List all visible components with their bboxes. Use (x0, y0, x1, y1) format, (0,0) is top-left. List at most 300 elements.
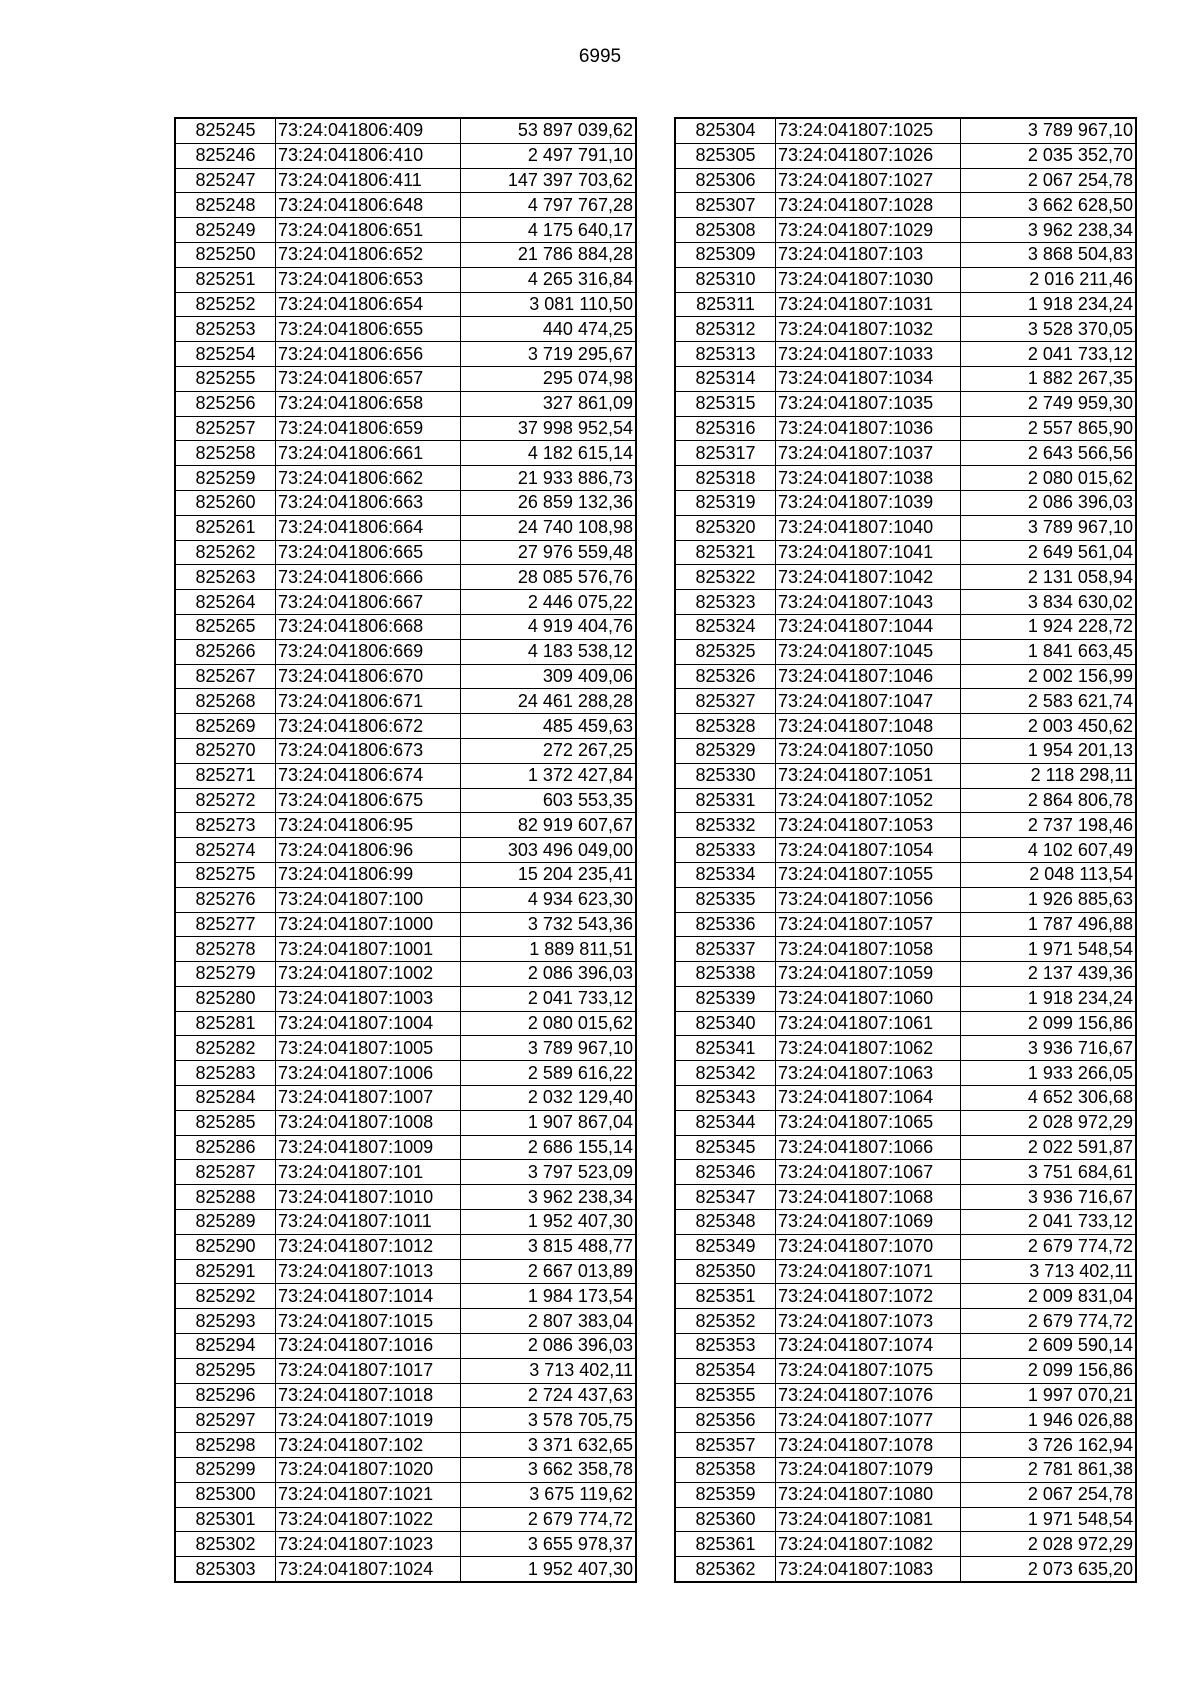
table-row (675, 1334, 1136, 1359)
table-row (175, 1086, 636, 1111)
cadastral-number-cell: 73:24:041807:1029 (776, 218, 961, 243)
table-row (675, 1086, 1136, 1111)
cadastral-value-cell: 4 919 404,76 (461, 614, 637, 639)
table-row (175, 118, 636, 143)
cadastral-value-cell: 24 740 108,98 (461, 515, 637, 540)
row-number-cell: 825278 (175, 937, 276, 962)
table-row (675, 1185, 1136, 1210)
row-number-cell: 825331 (675, 788, 776, 813)
table-row (175, 441, 636, 466)
row-number-cell: 825301 (175, 1507, 276, 1532)
cadastral-value-cell: 2 080 015,62 (461, 1011, 637, 1036)
row-number-cell: 825328 (675, 714, 776, 739)
cadastral-value-cell: 53 897 039,62 (461, 118, 637, 143)
row-number-cell: 825273 (175, 813, 276, 838)
row-number-cell: 825263 (175, 565, 276, 590)
cadastral-number-cell: 73:24:041807:1039 (776, 490, 961, 515)
cadastral-value-cell: 2 686 155,14 (461, 1135, 637, 1160)
cadastral-number-cell: 73:24:041807:1051 (776, 763, 961, 788)
cadastral-number-cell: 73:24:041806:663 (276, 490, 461, 515)
cadastral-number-cell: 73:24:041806:670 (276, 664, 461, 689)
cadastral-number-cell: 73:24:041807:1014 (276, 1284, 461, 1309)
table-row (175, 1210, 636, 1235)
cadastral-number-cell: 73:24:041807:1069 (776, 1210, 961, 1235)
row-number-cell: 825329 (675, 738, 776, 763)
page-number: 6995 (578, 46, 622, 67)
cadastral-value-cell: 27 976 559,48 (461, 540, 637, 565)
cadastral-value-cell: 3 797 523,09 (461, 1160, 637, 1185)
cadastral-number-cell: 73:24:041807:1059 (776, 962, 961, 987)
cadastral-number-cell: 73:24:041806:662 (276, 466, 461, 491)
table-row (675, 1557, 1136, 1582)
cadastral-value-cell: 2 086 396,03 (461, 962, 637, 987)
row-number-cell: 825280 (175, 986, 276, 1011)
cadastral-value-cell: 3 713 402,11 (961, 1259, 1137, 1284)
table-row (175, 590, 636, 615)
row-number-cell: 825325 (675, 639, 776, 664)
cadastral-value-cell: 1 372 427,84 (461, 763, 637, 788)
table-row (675, 937, 1136, 962)
cadastral-value-cell: 2 003 450,62 (961, 714, 1137, 739)
row-number-cell: 825299 (175, 1458, 276, 1483)
table-row (175, 1036, 636, 1061)
cadastral-number-cell: 73:24:041807:1054 (776, 838, 961, 863)
table-row (175, 342, 636, 367)
row-number-cell: 825269 (175, 714, 276, 739)
row-number-cell: 825294 (175, 1334, 276, 1359)
cadastral-number-cell: 73:24:041807:1064 (776, 1086, 961, 1111)
table-row (175, 738, 636, 763)
row-number-cell: 825283 (175, 1061, 276, 1086)
row-number-cell: 825275 (175, 862, 276, 887)
cadastral-value-cell: 2 583 621,74 (961, 689, 1137, 714)
cadastral-value-cell: 1 952 407,30 (461, 1557, 637, 1582)
cadastral-value-cell: 2 048 113,54 (961, 862, 1137, 887)
table-row (175, 292, 636, 317)
row-number-cell: 825353 (675, 1334, 776, 1359)
cadastral-number-cell: 73:24:041807:1006 (276, 1061, 461, 1086)
row-number-cell: 825354 (675, 1358, 776, 1383)
cadastral-value-cell: 3 528 370,05 (961, 317, 1137, 342)
cadastral-number-cell: 73:24:041807:1061 (776, 1011, 961, 1036)
cadastral-value-cell: 2 041 733,12 (461, 986, 637, 1011)
row-number-cell: 825355 (675, 1383, 776, 1408)
cadastral-number-cell: 73:24:041806:656 (276, 342, 461, 367)
row-number-cell: 825272 (175, 788, 276, 813)
cadastral-number-cell: 73:24:041806:667 (276, 590, 461, 615)
row-number-cell: 825324 (675, 614, 776, 639)
row-number-cell: 825265 (175, 614, 276, 639)
cadastral-value-cell: 82 919 607,67 (461, 813, 637, 838)
cadastral-value-cell: 1 971 548,54 (961, 1507, 1137, 1532)
cadastral-value-cell: 2 032 129,40 (461, 1086, 637, 1111)
cadastral-value-cell: 3 726 162,94 (961, 1433, 1137, 1458)
table-row (175, 267, 636, 292)
table-row (675, 540, 1136, 565)
table-row (175, 242, 636, 267)
row-number-cell: 825277 (175, 912, 276, 937)
cadastral-number-cell: 73:24:041807:1074 (776, 1334, 961, 1359)
cadastral-value-cell: 3 662 628,50 (961, 193, 1137, 218)
row-number-cell: 825266 (175, 639, 276, 664)
cadastral-number-cell: 73:24:041806:674 (276, 763, 461, 788)
cadastral-number-cell: 73:24:041807:1047 (776, 689, 961, 714)
cadastral-value-cell: 2 016 211,46 (961, 267, 1137, 292)
row-number-cell: 825268 (175, 689, 276, 714)
table-row (675, 738, 1136, 763)
cadastral-number-cell: 73:24:041807:1079 (776, 1458, 961, 1483)
row-number-cell: 825319 (675, 490, 776, 515)
row-number-cell: 825276 (175, 887, 276, 912)
table-row (175, 639, 636, 664)
row-number-cell: 825330 (675, 763, 776, 788)
row-number-cell: 825252 (175, 292, 276, 317)
cadastral-number-cell: 73:24:041806:96 (276, 838, 461, 863)
cadastral-value-cell: 2 589 616,22 (461, 1061, 637, 1086)
cadastral-value-cell: 1 984 173,54 (461, 1284, 637, 1309)
table-row (175, 1482, 636, 1507)
table-row (675, 912, 1136, 937)
cadastral-value-cell: 2 864 806,78 (961, 788, 1137, 813)
cadastral-value-cell: 3 789 967,10 (961, 515, 1137, 540)
table-row (175, 1408, 636, 1433)
table-row (175, 912, 636, 937)
cadastral-number-cell: 73:24:041806:99 (276, 862, 461, 887)
cadastral-value-cell: 2 781 861,38 (961, 1458, 1137, 1483)
cadastral-number-cell: 73:24:041807:1052 (776, 788, 961, 813)
cadastral-value-cell: 1 889 811,51 (461, 937, 637, 962)
cadastral-value-cell: 2 649 561,04 (961, 540, 1137, 565)
row-number-cell: 825339 (675, 986, 776, 1011)
cadastral-number-cell: 73:24:041806:657 (276, 366, 461, 391)
table-row (175, 1383, 636, 1408)
table-row (675, 838, 1136, 863)
cadastral-number-cell: 73:24:041807:1077 (776, 1408, 961, 1433)
cadastral-number-cell: 73:24:041807:1060 (776, 986, 961, 1011)
row-number-cell: 825279 (175, 962, 276, 987)
cadastral-value-cell: 485 459,63 (461, 714, 637, 739)
row-number-cell: 825281 (175, 1011, 276, 1036)
cadastral-number-cell: 73:24:041806:652 (276, 242, 461, 267)
cadastral-value-cell: 21 786 884,28 (461, 242, 637, 267)
table-row (175, 986, 636, 1011)
table-row (175, 1507, 636, 1532)
cadastral-value-cell: 4 652 306,68 (961, 1086, 1137, 1111)
cadastral-value-cell: 440 474,25 (461, 317, 637, 342)
table-row (675, 763, 1136, 788)
row-number-cell: 825267 (175, 664, 276, 689)
table-row (175, 689, 636, 714)
cadastral-value-cell: 2 557 865,90 (961, 416, 1137, 441)
row-number-cell: 825271 (175, 763, 276, 788)
row-number-cell: 825290 (175, 1234, 276, 1259)
cadastral-number-cell: 73:24:041807:1053 (776, 813, 961, 838)
table-row (675, 1284, 1136, 1309)
cadastral-number-cell: 73:24:041806:669 (276, 639, 461, 664)
cadastral-value-cell: 1 841 663,45 (961, 639, 1137, 664)
cadastral-number-cell: 73:24:041807:1034 (776, 366, 961, 391)
row-number-cell: 825338 (675, 962, 776, 987)
row-number-cell: 825247 (175, 168, 276, 193)
table-row (175, 1334, 636, 1359)
cadastral-value-cell: 4 175 640,17 (461, 218, 637, 243)
row-number-cell: 825262 (175, 540, 276, 565)
cadastral-number-cell: 73:24:041807:1040 (776, 515, 961, 540)
table-row (175, 1110, 636, 1135)
row-number-cell: 825255 (175, 366, 276, 391)
table-row (175, 1185, 636, 1210)
cadastral-number-cell: 73:24:041807:1056 (776, 887, 961, 912)
cadastral-number-cell: 73:24:041806:666 (276, 565, 461, 590)
row-number-cell: 825256 (175, 391, 276, 416)
table-row (175, 1135, 636, 1160)
cadastral-number-cell: 73:24:041806:658 (276, 391, 461, 416)
cadastral-value-cell: 26 859 132,36 (461, 490, 637, 515)
cadastral-value-cell: 2 041 733,12 (961, 1210, 1137, 1235)
cadastral-number-cell: 73:24:041806:672 (276, 714, 461, 739)
table-row (175, 838, 636, 863)
table-row (175, 1458, 636, 1483)
row-number-cell: 825274 (175, 838, 276, 863)
table-row (675, 1036, 1136, 1061)
row-number-cell: 825253 (175, 317, 276, 342)
table-row (675, 714, 1136, 739)
cadastral-number-cell: 73:24:041807:101 (276, 1160, 461, 1185)
cadastral-number-cell: 73:24:041807:1041 (776, 540, 961, 565)
row-number-cell: 825361 (675, 1532, 776, 1557)
row-number-cell: 825254 (175, 342, 276, 367)
row-number-cell: 825358 (675, 1458, 776, 1483)
table-row (675, 441, 1136, 466)
table-row (675, 218, 1136, 243)
cadastral-number-cell: 73:24:041807:1057 (776, 912, 961, 937)
table-row (675, 143, 1136, 168)
row-number-cell: 825305 (675, 143, 776, 168)
cadastral-number-cell: 73:24:041807:1048 (776, 714, 961, 739)
cadastral-number-cell: 73:24:041807:1025 (776, 118, 961, 143)
table-row (675, 788, 1136, 813)
cadastral-number-cell: 73:24:041807:1024 (276, 1557, 461, 1582)
cadastral-number-cell: 73:24:041807:1044 (776, 614, 961, 639)
cadastral-number-cell: 73:24:041806:654 (276, 292, 461, 317)
cadastral-value-cell: 2 086 396,03 (961, 490, 1137, 515)
table-row (175, 813, 636, 838)
cadastral-value-cell: 2 131 058,94 (961, 565, 1137, 590)
row-number-cell: 825350 (675, 1259, 776, 1284)
table-row (675, 1408, 1136, 1433)
table-row (175, 614, 636, 639)
cadastral-number-cell: 73:24:041807:1011 (276, 1210, 461, 1235)
table-row (675, 1210, 1136, 1235)
cadastral-value-cell: 2 086 396,03 (461, 1334, 637, 1359)
cadastral-value-cell: 2 028 972,29 (961, 1110, 1137, 1135)
cadastral-number-cell: 73:24:041807:1000 (276, 912, 461, 937)
row-number-cell: 825296 (175, 1383, 276, 1408)
row-number-cell: 825260 (175, 490, 276, 515)
table-row (675, 515, 1136, 540)
cadastral-value-cell: 2 446 075,22 (461, 590, 637, 615)
cadastral-number-cell: 73:24:041807:1018 (276, 1383, 461, 1408)
cadastral-number-cell: 73:24:041807:1015 (276, 1309, 461, 1334)
row-number-cell: 825356 (675, 1408, 776, 1433)
cadastral-number-cell: 73:24:041807:1043 (776, 590, 961, 615)
table-row (675, 862, 1136, 887)
cadastral-value-cell: 37 998 952,54 (461, 416, 637, 441)
table-row (675, 193, 1136, 218)
cadastral-value-cell: 1 907 867,04 (461, 1110, 637, 1135)
cadastral-number-cell: 73:24:041807:1008 (276, 1110, 461, 1135)
table-row (175, 1532, 636, 1557)
table-row (175, 1358, 636, 1383)
table-row (175, 1160, 636, 1185)
cadastral-number-cell: 73:24:041807:103 (776, 242, 961, 267)
row-number-cell: 825308 (675, 218, 776, 243)
table-row (175, 565, 636, 590)
cadastral-value-cell: 295 074,98 (461, 366, 637, 391)
cadastral-number-cell: 73:24:041807:1080 (776, 1482, 961, 1507)
table-row (175, 218, 636, 243)
cadastral-value-cell: 2 724 437,63 (461, 1383, 637, 1408)
table-row (175, 887, 636, 912)
cadastral-value-cell: 3 962 238,34 (461, 1185, 637, 1210)
row-number-cell: 825298 (175, 1433, 276, 1458)
table-row (175, 1557, 636, 1582)
cadastral-value-cell: 2 035 352,70 (961, 143, 1137, 168)
cadastral-number-cell: 73:24:041806:410 (276, 143, 461, 168)
cadastral-value-cell: 309 409,06 (461, 664, 637, 689)
cadastral-number-cell: 73:24:041807:1027 (776, 168, 961, 193)
cadastral-value-cell: 1 926 885,63 (961, 887, 1137, 912)
table-row (675, 391, 1136, 416)
row-number-cell: 825258 (175, 441, 276, 466)
row-number-cell: 825340 (675, 1011, 776, 1036)
cadastral-value-cell: 2 073 635,20 (961, 1557, 1137, 1582)
cadastral-value-cell: 3 868 504,83 (961, 242, 1137, 267)
cadastral-number-cell: 73:24:041807:1081 (776, 1507, 961, 1532)
row-number-cell: 825270 (175, 738, 276, 763)
row-number-cell: 825245 (175, 118, 276, 143)
table-row (675, 317, 1136, 342)
cadastral-number-cell: 73:24:041807:1003 (276, 986, 461, 1011)
cadastral-number-cell: 73:24:041806:659 (276, 416, 461, 441)
table-row (675, 689, 1136, 714)
cadastral-value-cell: 3 962 238,34 (961, 218, 1137, 243)
row-number-cell: 825287 (175, 1160, 276, 1185)
cadastral-number-cell: 73:24:041807:1076 (776, 1383, 961, 1408)
cadastral-number-cell: 73:24:041807:1017 (276, 1358, 461, 1383)
cadastral-value-cell: 1 933 266,05 (961, 1061, 1137, 1086)
row-number-cell: 825311 (675, 292, 776, 317)
cadastral-number-cell: 73:24:041806:648 (276, 193, 461, 218)
table-row (675, 267, 1136, 292)
cadastral-value-cell: 272 267,25 (461, 738, 637, 763)
table-row (175, 788, 636, 813)
cadastral-value-cell: 3 936 716,67 (961, 1185, 1137, 1210)
row-number-cell: 825249 (175, 218, 276, 243)
cadastral-value-cell: 2 028 972,29 (961, 1532, 1137, 1557)
cadastral-number-cell: 73:24:041807:1021 (276, 1482, 461, 1507)
row-number-cell: 825333 (675, 838, 776, 863)
cadastral-number-cell: 73:24:041807:1022 (276, 1507, 461, 1532)
cadastral-value-cell: 2 679 774,72 (461, 1507, 637, 1532)
table-row (675, 1433, 1136, 1458)
cadastral-value-cell: 3 789 967,10 (961, 118, 1137, 143)
cadastral-number-cell: 73:24:041807:1031 (776, 292, 961, 317)
cadastral-number-cell: 73:24:041807:1010 (276, 1185, 461, 1210)
row-number-cell: 825345 (675, 1135, 776, 1160)
cadastral-value-cell: 2 009 831,04 (961, 1284, 1137, 1309)
row-number-cell: 825248 (175, 193, 276, 218)
row-number-cell: 825286 (175, 1135, 276, 1160)
cadastral-value-cell: 3 675 119,62 (461, 1482, 637, 1507)
cadastral-value-cell: 4 265 316,84 (461, 267, 637, 292)
cadastral-number-cell: 73:24:041807:1005 (276, 1036, 461, 1061)
cadastral-value-cell: 3 713 402,11 (461, 1358, 637, 1383)
table-row (175, 664, 636, 689)
row-number-cell: 825282 (175, 1036, 276, 1061)
cadastral-value-cell: 2 022 591,87 (961, 1135, 1137, 1160)
row-number-cell: 825348 (675, 1210, 776, 1235)
cadastral-number-cell: 73:24:041807:1083 (776, 1557, 961, 1582)
cadastral-number-cell: 73:24:041807:1058 (776, 937, 961, 962)
table-row (675, 1011, 1136, 1036)
row-number-cell: 825347 (675, 1185, 776, 1210)
cadastral-value-cell: 2 679 774,72 (961, 1309, 1137, 1334)
row-number-cell: 825312 (675, 317, 776, 342)
table-row (175, 466, 636, 491)
cadastral-number-cell: 73:24:041807:1004 (276, 1011, 461, 1036)
row-number-cell: 825289 (175, 1210, 276, 1235)
cadastral-number-cell: 73:24:041807:1067 (776, 1160, 961, 1185)
cadastral-number-cell: 73:24:041807:1082 (776, 1532, 961, 1557)
cadastral-number-cell: 73:24:041807:1072 (776, 1284, 961, 1309)
row-number-cell: 825285 (175, 1110, 276, 1135)
cadastral-value-cell: 1 924 228,72 (961, 614, 1137, 639)
table-row (675, 1458, 1136, 1483)
table-row (175, 862, 636, 887)
cadastral-number-cell: 73:24:041806:665 (276, 540, 461, 565)
row-number-cell: 825326 (675, 664, 776, 689)
registry-table-left (174, 117, 637, 1583)
cadastral-value-cell: 3 371 632,65 (461, 1433, 637, 1458)
cadastral-value-cell: 3 751 684,61 (961, 1160, 1137, 1185)
row-number-cell: 825362 (675, 1557, 776, 1582)
cadastral-value-cell: 2 041 733,12 (961, 342, 1137, 367)
cadastral-number-cell: 73:24:041807:1071 (776, 1259, 961, 1284)
table-row (675, 490, 1136, 515)
cadastral-value-cell: 2 497 791,10 (461, 143, 637, 168)
cadastral-value-cell: 3 789 967,10 (461, 1036, 637, 1061)
table-row (175, 1234, 636, 1259)
table-row (175, 366, 636, 391)
row-number-cell: 825352 (675, 1309, 776, 1334)
row-number-cell: 825284 (175, 1086, 276, 1111)
cadastral-value-cell: 2 749 959,30 (961, 391, 1137, 416)
cadastral-value-cell: 2 099 156,86 (961, 1011, 1137, 1036)
cadastral-number-cell: 73:24:041807:1046 (776, 664, 961, 689)
table-row (175, 714, 636, 739)
row-number-cell: 825342 (675, 1061, 776, 1086)
table-row (675, 416, 1136, 441)
table-row (675, 1383, 1136, 1408)
row-number-cell: 825320 (675, 515, 776, 540)
table-row (675, 986, 1136, 1011)
cadastral-number-cell: 73:24:041806:664 (276, 515, 461, 540)
table-row (175, 962, 636, 987)
cadastral-value-cell: 1 952 407,30 (461, 1210, 637, 1235)
row-number-cell: 825300 (175, 1482, 276, 1507)
cadastral-value-cell: 28 085 576,76 (461, 565, 637, 590)
